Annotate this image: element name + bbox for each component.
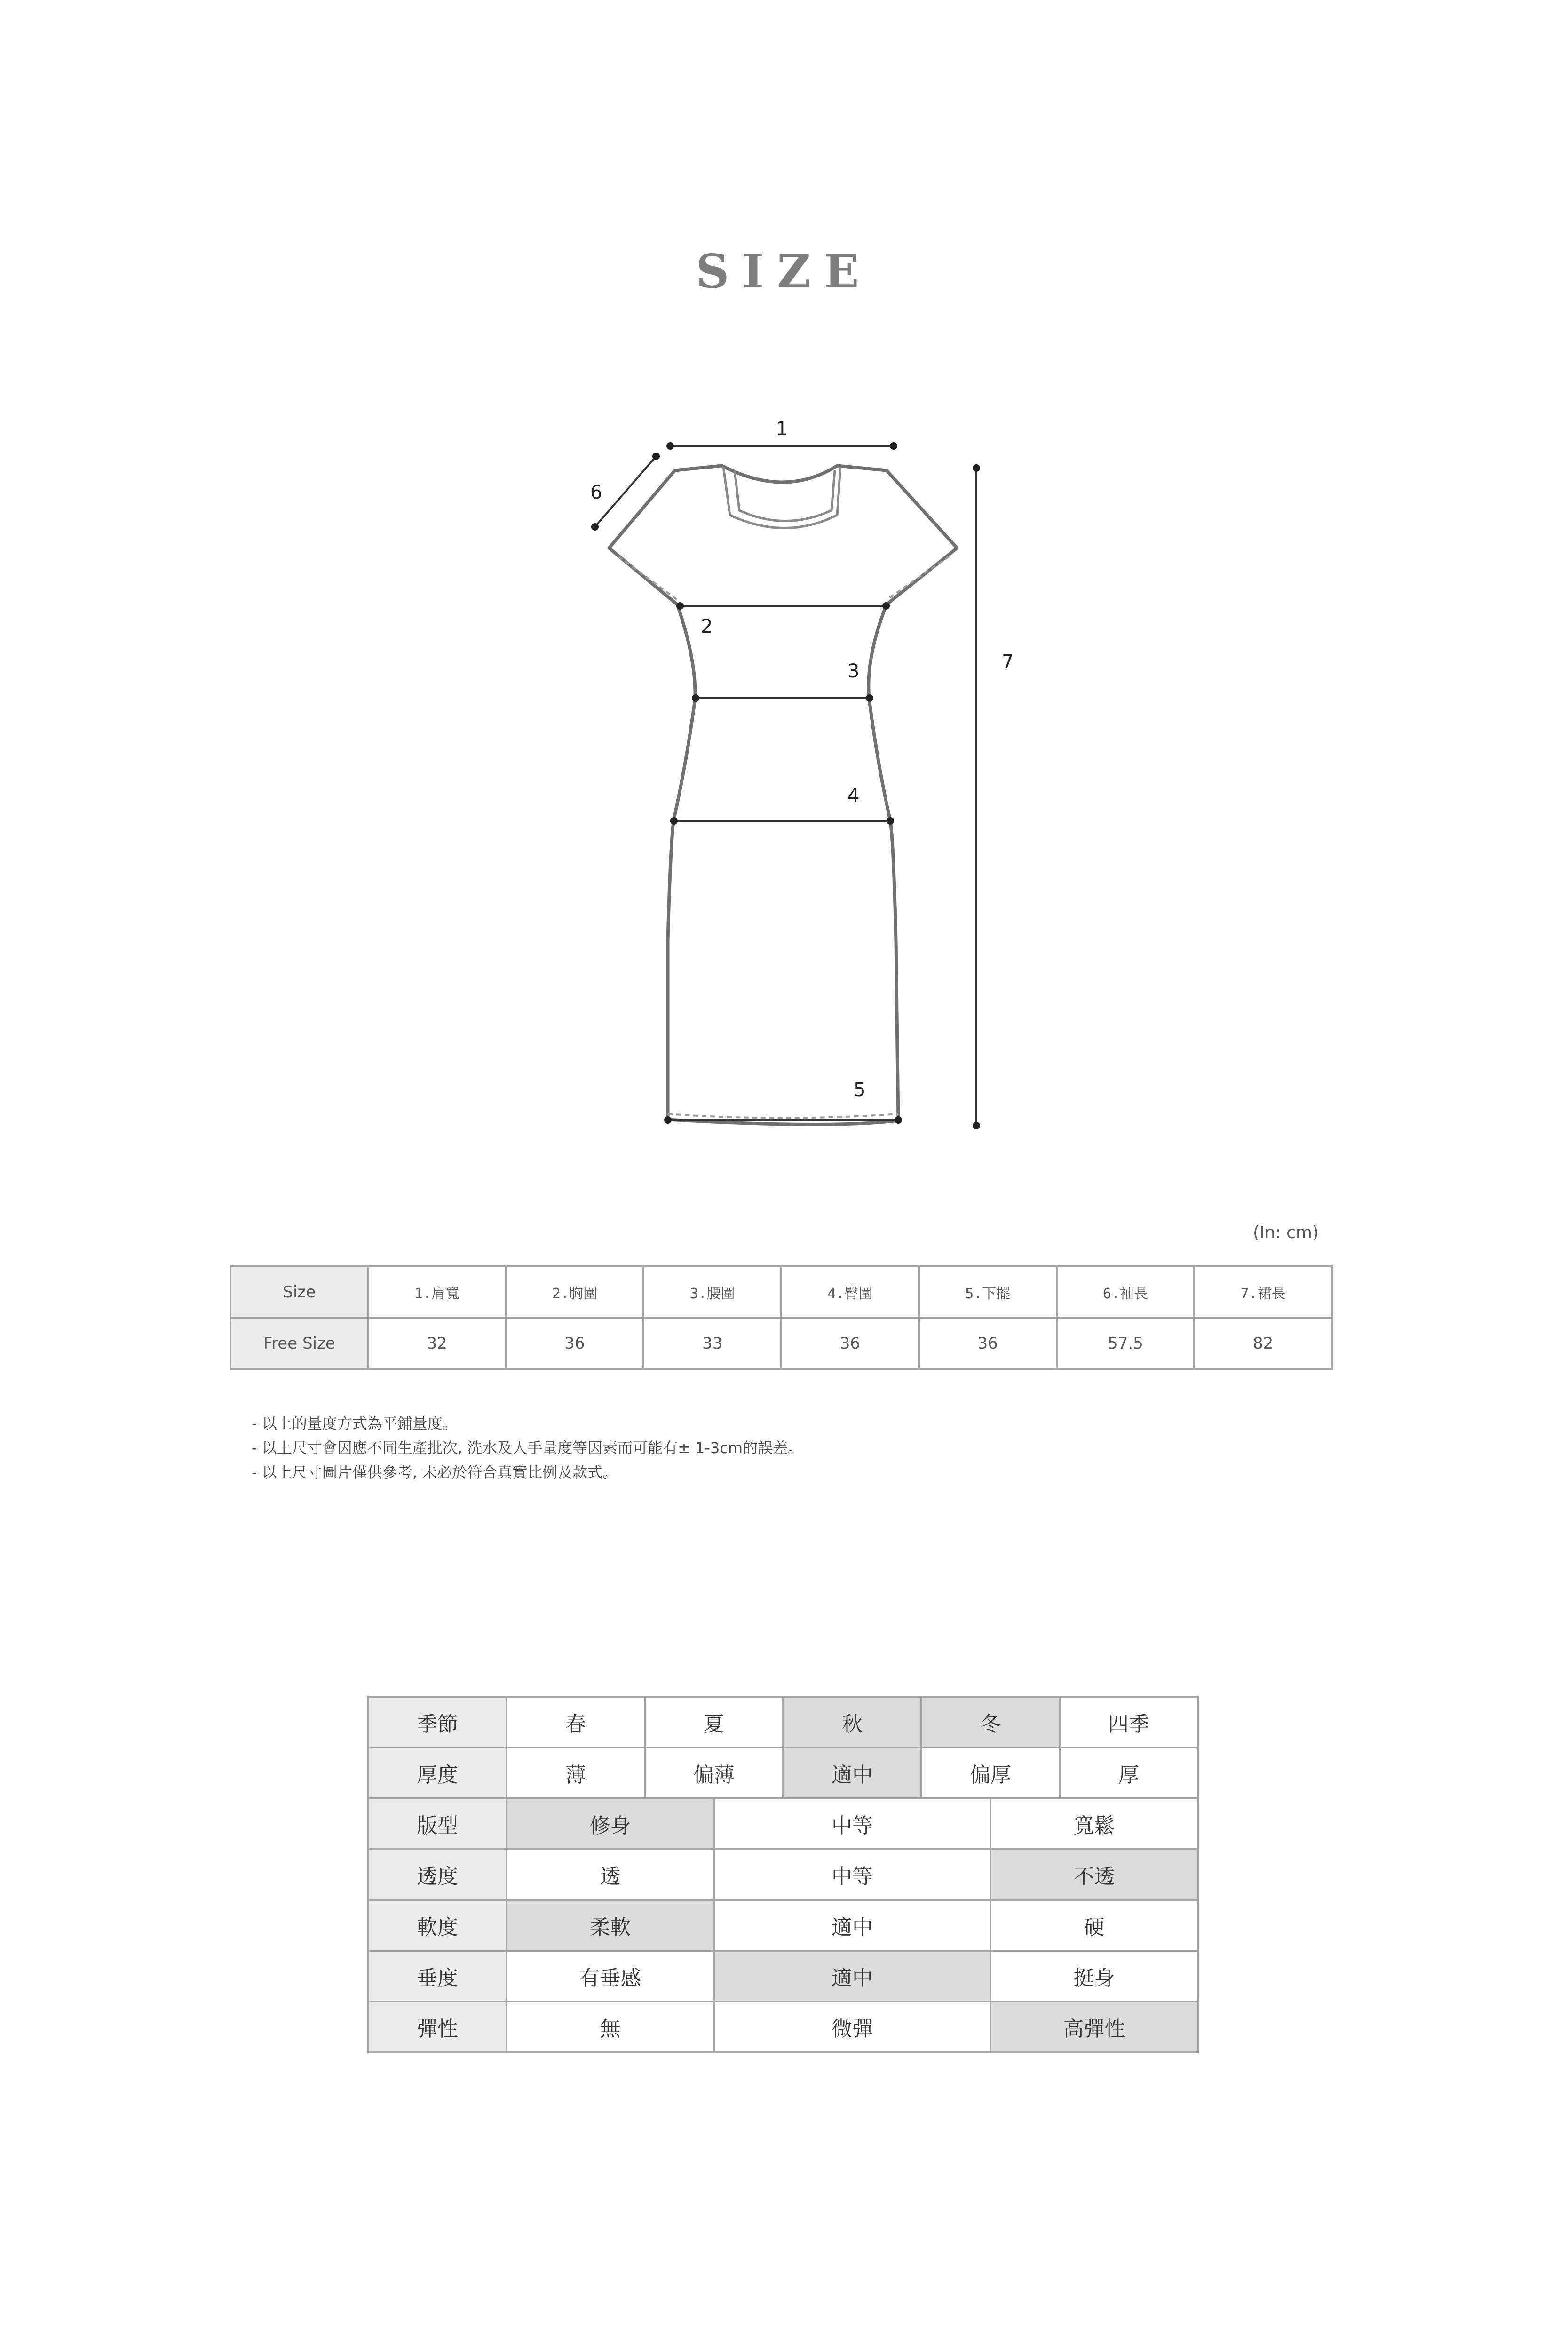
unit-label: (In: cm) bbox=[1253, 1223, 1319, 1242]
attribute-label: 版型 bbox=[368, 1798, 507, 1849]
thickness-option: 適中 bbox=[783, 1748, 921, 1798]
value-cell: 33 bbox=[643, 1318, 781, 1369]
header-cell: 1.肩寬 bbox=[368, 1266, 506, 1318]
fit-option: 寬鬆 bbox=[990, 1798, 1198, 1849]
fit-option: 修身 bbox=[507, 1798, 714, 1849]
elasticity-option: 高彈性 bbox=[990, 2002, 1198, 2052]
attribute-label: 厚度 bbox=[368, 1748, 507, 1798]
attribute-row-softness bbox=[368, 1900, 1198, 1951]
thickness-option: 厚 bbox=[1060, 1748, 1198, 1798]
page-title: SIZE bbox=[696, 245, 872, 299]
measurement-endpoints bbox=[591, 442, 980, 1129]
elasticity-option: 無 bbox=[507, 2002, 714, 2052]
elasticity-option: 微彈 bbox=[714, 2002, 990, 2052]
drape-option: 有垂感 bbox=[507, 1951, 714, 2002]
header-cell: Size bbox=[230, 1266, 368, 1318]
transparency-option: 不透 bbox=[990, 1849, 1198, 1900]
softness-option: 柔軟 bbox=[507, 1900, 714, 1951]
label-hem: 5 bbox=[854, 1079, 866, 1101]
label-length: 7 bbox=[1002, 651, 1014, 673]
attribute-label: 彈性 bbox=[368, 2002, 507, 2052]
header-cell: 5.下擺 bbox=[919, 1266, 1057, 1318]
transparency-option: 透 bbox=[507, 1849, 714, 1900]
drape-option: 挺身 bbox=[990, 1951, 1198, 2002]
label-chest: 2 bbox=[701, 616, 713, 637]
drape-option: 適中 bbox=[714, 1951, 990, 2002]
attribute-label: 垂度 bbox=[368, 1951, 507, 2002]
note-line: - 以上尺寸圖片僅供參考, 未必於符合真實比例及款式。 bbox=[252, 1463, 618, 1481]
thickness-option: 偏厚 bbox=[921, 1748, 1060, 1798]
attribute-row-fit bbox=[368, 1798, 1198, 1849]
thickness-option: 偏薄 bbox=[645, 1748, 783, 1798]
size-name-cell: Free Size bbox=[230, 1318, 368, 1369]
attribute-row-drape bbox=[368, 1951, 1198, 2002]
season-option: 冬 bbox=[921, 1697, 1060, 1748]
value-cell: 36 bbox=[781, 1318, 919, 1369]
label-waist: 3 bbox=[847, 660, 860, 682]
label-sleeve: 6 bbox=[590, 482, 602, 503]
thickness-option: 薄 bbox=[507, 1748, 645, 1798]
header-cell: 2.胸圍 bbox=[506, 1266, 644, 1318]
attribute-row-season bbox=[368, 1697, 1198, 1748]
transparency-option: 中等 bbox=[714, 1849, 990, 1900]
value-cell: 57.5 bbox=[1057, 1318, 1195, 1369]
attribute-row-elasticity bbox=[368, 2002, 1198, 2052]
value-cell: 36 bbox=[506, 1318, 644, 1369]
season-option: 春 bbox=[507, 1697, 645, 1748]
header-cell: 6.袖長 bbox=[1057, 1266, 1195, 1318]
value-cell: 82 bbox=[1194, 1318, 1332, 1369]
note-line: - 以上的量度方式為平鋪量度。 bbox=[252, 1414, 458, 1432]
size-table bbox=[230, 1265, 1333, 1370]
table-row bbox=[230, 1318, 1332, 1369]
attribute-row-transparency bbox=[368, 1849, 1198, 1900]
header-cell: 7.裙長 bbox=[1194, 1266, 1332, 1318]
season-option: 夏 bbox=[645, 1697, 783, 1748]
label-hip: 4 bbox=[847, 785, 860, 807]
season-option: 四季 bbox=[1060, 1697, 1198, 1748]
season-option: 秋 bbox=[783, 1697, 921, 1748]
softness-option: 適中 bbox=[714, 1900, 990, 1951]
attribute-label: 軟度 bbox=[368, 1900, 507, 1951]
attribute-row-thickness bbox=[368, 1748, 1198, 1798]
header-cell: 3.腰圍 bbox=[643, 1266, 781, 1318]
note-line: - 以上尺寸會因應不同生產批次, 洗水及人手量度等因素而可能有± 1-3cm的誤差。 bbox=[252, 1439, 803, 1457]
softness-option: 硬 bbox=[990, 1900, 1198, 1951]
dress-outline bbox=[609, 466, 957, 1125]
fit-option: 中等 bbox=[714, 1798, 990, 1849]
attribute-label: 透度 bbox=[368, 1849, 507, 1900]
value-cell: 32 bbox=[368, 1318, 506, 1369]
fabric-attribute-table bbox=[367, 1696, 1199, 2053]
header-cell: 4.臀圍 bbox=[781, 1266, 919, 1318]
value-cell: 36 bbox=[919, 1318, 1057, 1369]
measurement-lines bbox=[595, 446, 976, 1126]
size-table-header-row bbox=[230, 1266, 1332, 1318]
measurement-notes bbox=[252, 1411, 803, 1485]
attribute-label: 季節 bbox=[368, 1697, 507, 1748]
label-shoulder: 1 bbox=[776, 418, 788, 440]
